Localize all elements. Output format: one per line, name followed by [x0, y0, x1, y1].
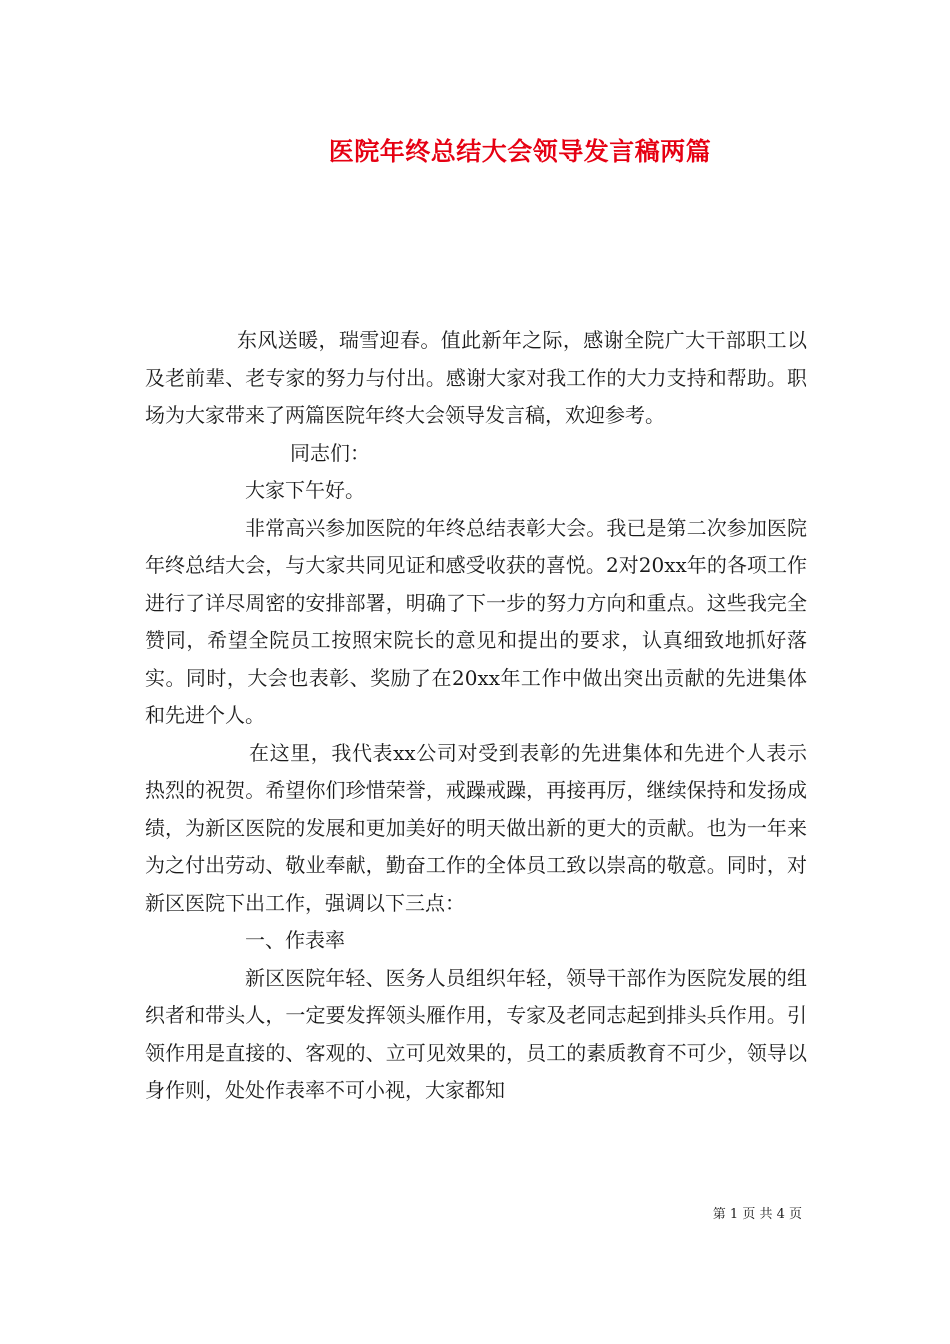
document-body — [145, 322, 807, 1110]
paragraph-body-3: 新区医院年轻、医务人员组织年轻，领导干部作为医院发展的组织者和带头人，一定要发挥领头雁作用，专家及老同志起到排头兵作用。引领作用是直接的、客观的、立可见效果的，员工的素质教育不可少，领导以身作则，处处作表率不可小视，大家都知 — [145, 965, 807, 1102]
document-title: 医院年终总结大会领导发言稿两篇 — [328, 137, 712, 166]
page-number-footer: 第 1 页 共 4 页 — [712, 1207, 802, 1222]
section-heading: 一、作表率 — [245, 928, 345, 952]
paragraph-intro: 东风送暖，瑞雪迎春。值此新年之际，感谢全院广大干部职工以及老前辈、老专家的努力与付出。感谢大家对我工作的大力支持和帮助。职场为大家带来了两篇医院年终大会领导发言稿，欢迎参考。 — [145, 328, 807, 427]
paragraph-salutation: 同志们： — [290, 440, 370, 465]
paragraph-body-1: 非常高兴参加医院的年终总结表彰大会。我已是第二次参加医院年终总结大会，与大家共同见证和感受收获的喜悦。2对20xx年的各项工作进行了详尽周密的安排部署，明确了下一步的努力方向和重点。这些我完全赞同，希望全院员工按照宋院长的意见和提出的要求，认真细致地抓好落实。同时，大会也表彰、奖励了在20xx年工作中做出突出贡献的先进集体和先进个人。 — [145, 515, 807, 727]
paragraph-body-2: 在这里，我代表xx公司对受到表彰的先进集体和先进个人表示热烈的祝贺。希望你们珍惜荣誉，戒躁戒躁，再接再厉，继续保持和发扬成绩，为新区医院的发展和更加美好的明天做出新的更大的贡献。也为一年来为之付出劳动、敬业奉献，勤奋工作的全体员工致以崇高的敬意。同时，对新区医院下出工作，强调以下三点： — [145, 740, 807, 915]
paragraph-greeting: 大家下午好。 — [245, 478, 365, 502]
